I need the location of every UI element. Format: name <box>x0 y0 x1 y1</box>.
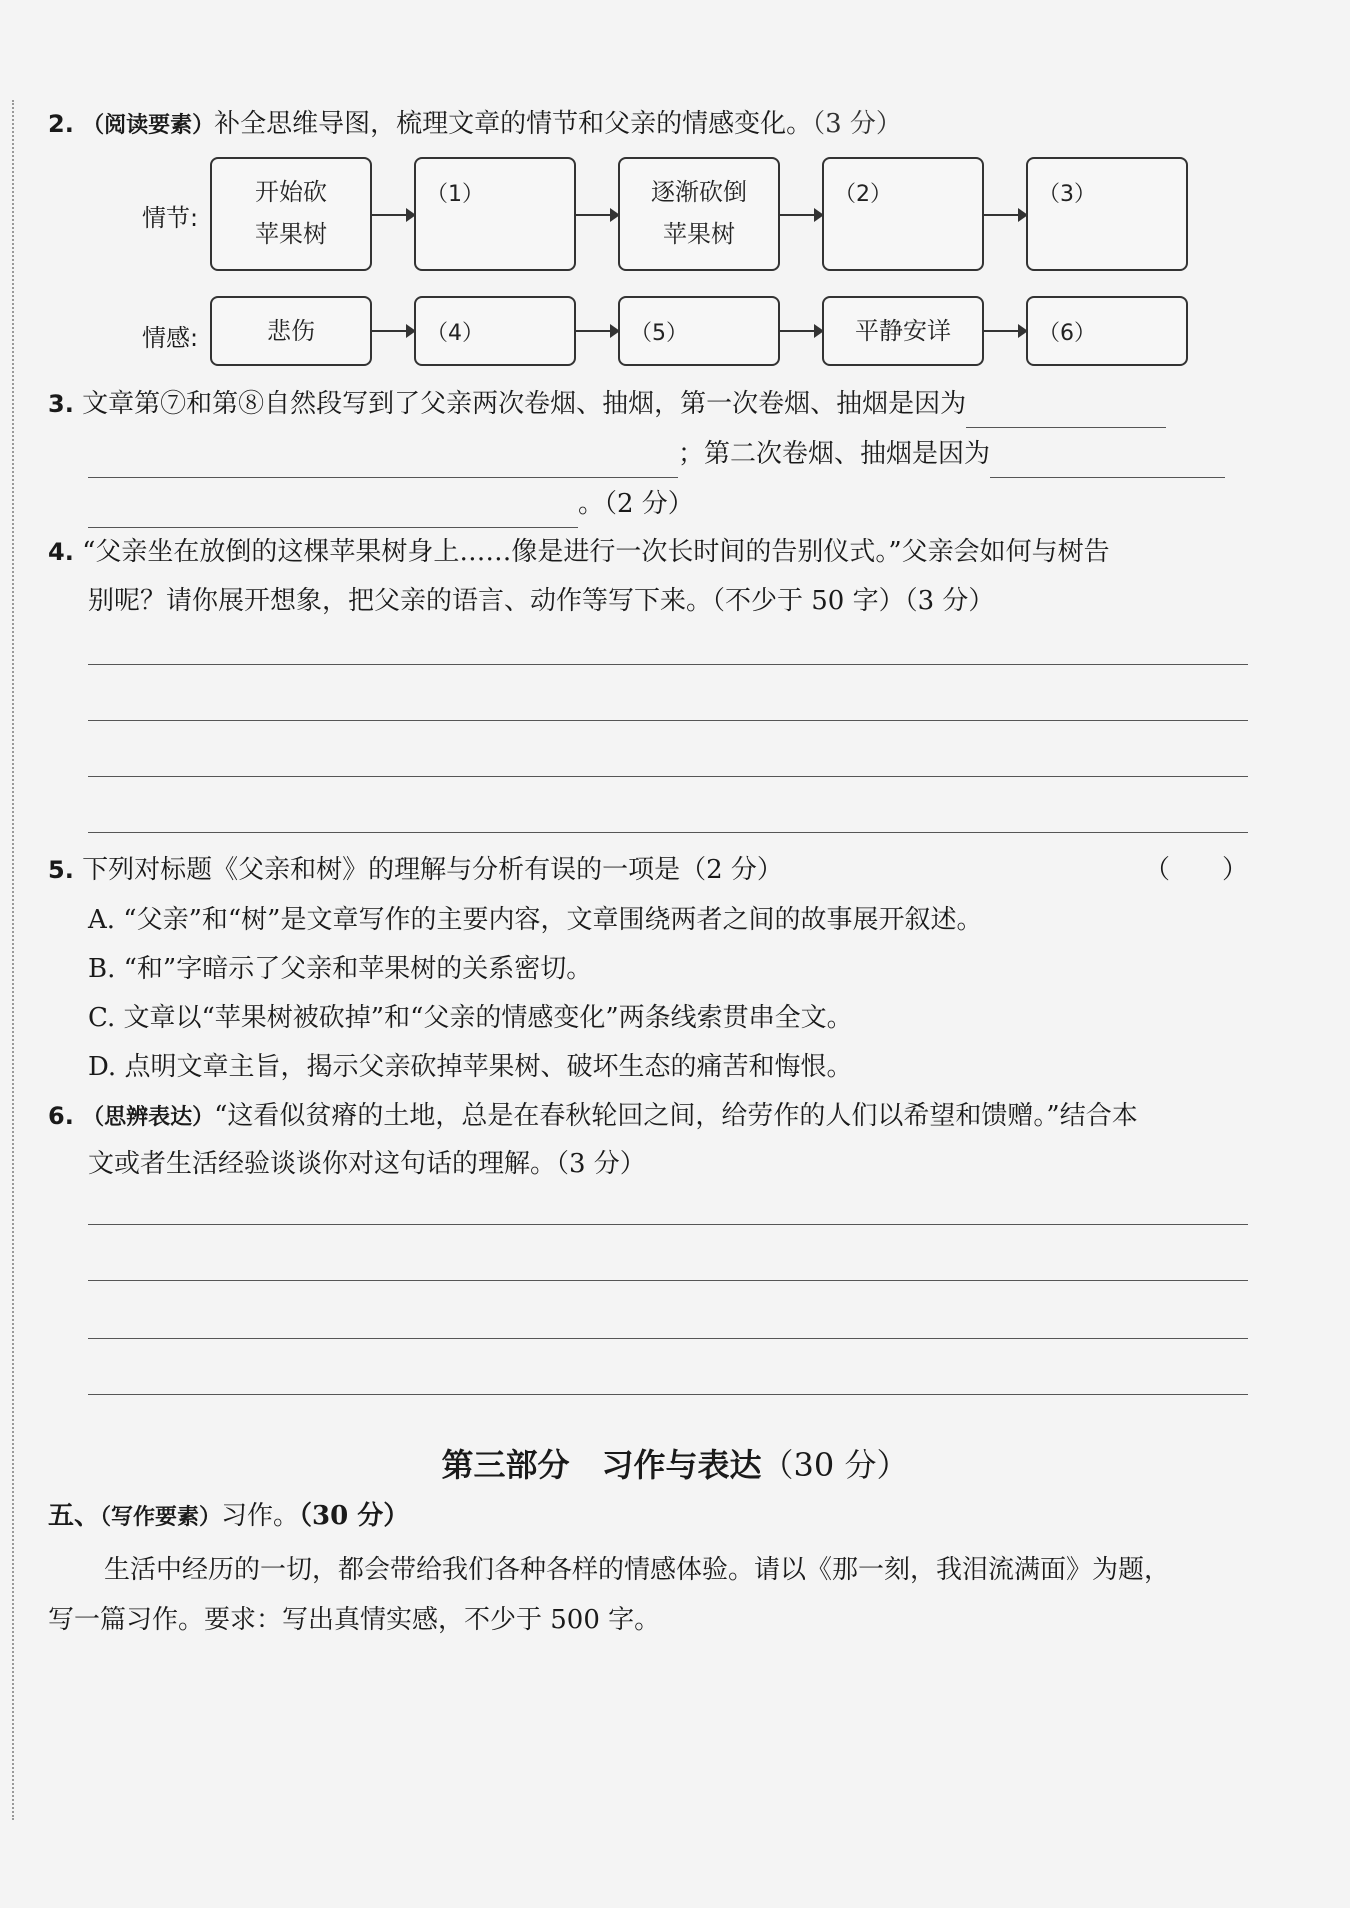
question-text: 下列对标题《父亲和树》的理解与分析有误的一项是（2 分） <box>82 855 783 885</box>
answer-bracket[interactable]: （ ） <box>1143 855 1248 885</box>
writing-prompt-line2 <box>48 1596 1248 1644</box>
arrow-icon <box>372 330 414 332</box>
question-five <box>48 1492 1248 1542</box>
plot-box-line: 苹果树 <box>663 220 735 248</box>
answer-line[interactable] <box>88 1394 1248 1395</box>
option-a[interactable]: A. “父亲”和“树”是文章写作的主要内容，文章围绕两者之间的故事展开叙述。 <box>88 905 983 935</box>
arrow-icon <box>576 330 618 332</box>
answer-blank[interactable] <box>88 495 578 528</box>
question-text: 别呢？请你展开想象，把父亲的语言、动作等写下来。（不少于 50 字）（3 分） <box>88 586 995 616</box>
arrow-icon <box>372 214 414 216</box>
plot-box-line: 苹果树 <box>255 220 327 248</box>
blank-number: （1） <box>426 182 484 207</box>
emotion-box-5 <box>1026 296 1188 366</box>
plot-box-1 <box>210 157 372 271</box>
question-number: 2. <box>48 110 74 138</box>
question-4 <box>48 528 1248 576</box>
blank-number: （3） <box>1038 182 1096 207</box>
question-text: 习作。 <box>221 1501 300 1531</box>
question-text: ；第二次卷烟、抽烟是因为 <box>678 439 991 469</box>
answer-line[interactable] <box>88 1280 1248 1281</box>
question-text: 文或者生活经验谈谈你对这句话的理解。（3 分） <box>88 1149 646 1179</box>
answer-line[interactable] <box>88 776 1248 777</box>
question-text: 文章第⑦和第⑧自然段写到了父亲两次卷烟、抽烟，第一次卷烟、抽烟是因为 <box>82 389 967 419</box>
blank-number: （6） <box>1038 321 1096 346</box>
question-text: 。（2 分） <box>578 489 694 519</box>
question-number: 五、 <box>48 1501 101 1531</box>
question-tag: （写作要素） <box>100 1505 222 1530</box>
question-3 <box>48 380 1248 428</box>
question-5 <box>48 846 1248 894</box>
plot-box-4 <box>822 157 984 271</box>
plot-box-line: 逐渐砍倒 <box>651 178 747 206</box>
question-6 <box>48 1092 1248 1142</box>
question-text: 补全思维导图，梳理文章的情节和父亲的情感变化。 <box>214 109 813 139</box>
arrow-icon <box>984 330 1026 332</box>
answer-line[interactable] <box>88 1224 1248 1225</box>
emotion-box-2 <box>414 296 576 366</box>
answer-blank[interactable] <box>966 395 1166 428</box>
writing-prompt: 生活中经历的一切，都会带给我们各种各样的情感体验。请以《那一刻，我泪流满面》为题， <box>104 1555 1171 1585</box>
blank-number: （5） <box>630 321 688 346</box>
plot-box-line: 开始砍 <box>255 178 327 206</box>
answer-line[interactable] <box>88 720 1248 721</box>
section-title <box>0 1440 1350 1486</box>
answer-line[interactable] <box>88 664 1248 665</box>
section-score: （30 分） <box>761 1446 909 1484</box>
arrow-icon <box>780 330 822 332</box>
option-b[interactable]: B. “和”字暗示了父亲和苹果树的关系密切。 <box>88 954 593 984</box>
emotion-box-3 <box>618 296 780 366</box>
question-number: 4. <box>48 538 74 566</box>
plot-row-label: 情节: <box>142 204 199 232</box>
question-tag: （阅读要素） <box>82 113 215 138</box>
plot-box-5 <box>1026 157 1188 271</box>
option-c[interactable]: C. 文章以“苹果树被砍掉”和“父亲的情感变化”两条线索贯串全文。 <box>88 1003 853 1033</box>
question-text: “父亲坐在放倒的这棵苹果树身上……像是进行一次长时间的告别仪式。”父亲会如何与树告 <box>82 537 1110 567</box>
writing-prompt: 写一篇习作。要求：写出真情实感，不少于 500 字。 <box>48 1605 661 1635</box>
arrow-icon <box>576 214 618 216</box>
plot-box-2 <box>414 157 576 271</box>
blank-number: （2） <box>834 182 892 207</box>
question-2 <box>48 100 1248 150</box>
answer-line[interactable] <box>88 1338 1248 1339</box>
emotion-row-label: 情感: <box>142 324 199 352</box>
question-3-line2 <box>88 430 1248 478</box>
option-d[interactable]: D. 点明文章主旨，揭示父亲砍掉苹果树、破坏生态的痛苦和悔恨。 <box>88 1052 853 1082</box>
arrow-icon <box>780 214 822 216</box>
emotion-box-text: 悲伤 <box>267 317 315 345</box>
emotion-box-1 <box>210 296 372 366</box>
question-6-line2 <box>88 1140 1288 1188</box>
question-text: “这看似贫瘠的土地，总是在春秋轮回之间，给劳作的人们以希望和馈赠。”结合本 <box>214 1101 1138 1131</box>
question-4-line2 <box>88 577 1288 625</box>
question-score: （3 分） <box>812 109 902 139</box>
answer-line[interactable] <box>88 832 1248 833</box>
emotion-box-text: 平静安详 <box>855 317 951 345</box>
question-tag: （思辨表达） <box>82 1105 215 1130</box>
emotion-box-4 <box>822 296 984 366</box>
arrow-icon <box>984 214 1026 216</box>
plot-box-3 <box>618 157 780 271</box>
answer-blank[interactable] <box>990 445 1225 478</box>
binding-margin-line <box>12 100 14 1820</box>
writing-prompt-line1 <box>104 1546 1254 1594</box>
section-title-text: 第三部分 习作与表达 <box>441 1446 762 1484</box>
answer-blank[interactable] <box>88 445 678 478</box>
blank-number: （4） <box>426 321 484 346</box>
question-number: 5. <box>48 856 74 884</box>
question-score: （30 分） <box>299 1501 410 1531</box>
question-number: 3. <box>48 390 74 418</box>
question-3-line3 <box>88 480 1248 528</box>
question-number: 6. <box>48 1102 74 1130</box>
